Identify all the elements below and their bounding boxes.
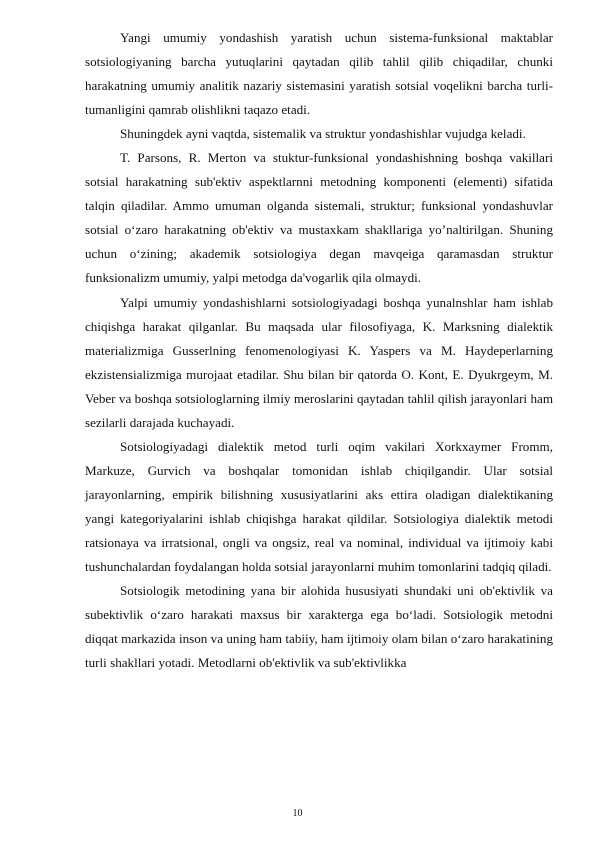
paragraph-6: Sotsiologik metodining yana bir alohida hususiyati shundaki uni ob'ektivlik va subektivlik o‘zaro harakati maxsus bir xarakterga ega bo‘ladi. Sotsiologik metodni diqqat markazida inson va uning ham tabiiy, ham ijtimoiy olam bilan o‘zaro harakatining turli shakllari yotadi. Metodlarni ob'ektivlik va sub'ektivlikka xyxy=(85,583,553,671)
paragraph-3: T. Parsons, R. Merton va stuktur-funksional yondashishning boshqa vakillari sotsial harakatning sub'ektiv aspektlarnni metodning komponenti (elementi) sifatida talqin qiladilar. Ammo umuman olganda sistemali, struktur; funksional yondashuvlar sotsial o‘zaro harakatning ob'ektiv va mustaxkam shakllariga yo’naltirilgan. Shuning uchun o‘zining; akademik sotsiologiya degan mavqeiga qaramasdan struktur funksionalizm umumiy, yalpi metodga da'vogarlik qila olmaydi. xyxy=(85,150,553,286)
paragraph-1: Yangi umumiy yondashish yaratish uchun sistema-funksional maktablar sotsiologiyaning barcha yutuqlarini qaytadan qilib tahlil qilib chiqadilar, chunki harakatning umumiy analitik nazariy sistemasini yaratish sotsial voqelikni barcha turli-tumanligini qamrab olishlikni taqazo etadi. xyxy=(85,30,553,118)
paragraph-5: Sotsiologiyadagi dialektik metod turli oqim vakilari Xorkxaymer Fromm, Markuze, Gurvich va boshqalar tomonidan ishlab chiqilgandir. Ular sotsial jarayonlarning, empirik bilishning xususiyatlarini aks ettira oladigan dialektikaning yangi kategoriyalarini ishlab chiqishga harakat qildilar. Sotsiologiya dialektik metodi ratsionaya va irratsional, ongli va ongsiz, real va nominal, individual va ijtimoiy kabi tushunchalardan foydalangan holda sotsial jarayonlarni muhim tomonlarini tadqiq qiladi. xyxy=(85,438,553,575)
paragraph-2: Shuningdek ayni vaqtda, sistemalik va struktur yondashishlar vujudga keladi. xyxy=(120,126,526,142)
page-number: 10 xyxy=(292,808,303,819)
body-text xyxy=(85,26,553,675)
paragraph-4: Yalpi umumiy yondashishlarni sotsiologiyadagi boshqa yunalnshlar ham ishlab chiqishga harakat qilganlar. Bu maqsada ular filosofiyaga, K. Marksning dialektik materializmiga Gusserlning fenomenologiyasi K. Yaspers va M. Haydeperlarning ekzistensializmiga murojaat etadilar. Shu bilan bir qatorda O. Kont, E. Dyukrgeym, M. Veber va boshqa sotsiologlarning ilmiy meroslarini qaytadan tahlil qilish jarayonlari ham sezilarli darajada kuchayadi. xyxy=(85,294,553,430)
